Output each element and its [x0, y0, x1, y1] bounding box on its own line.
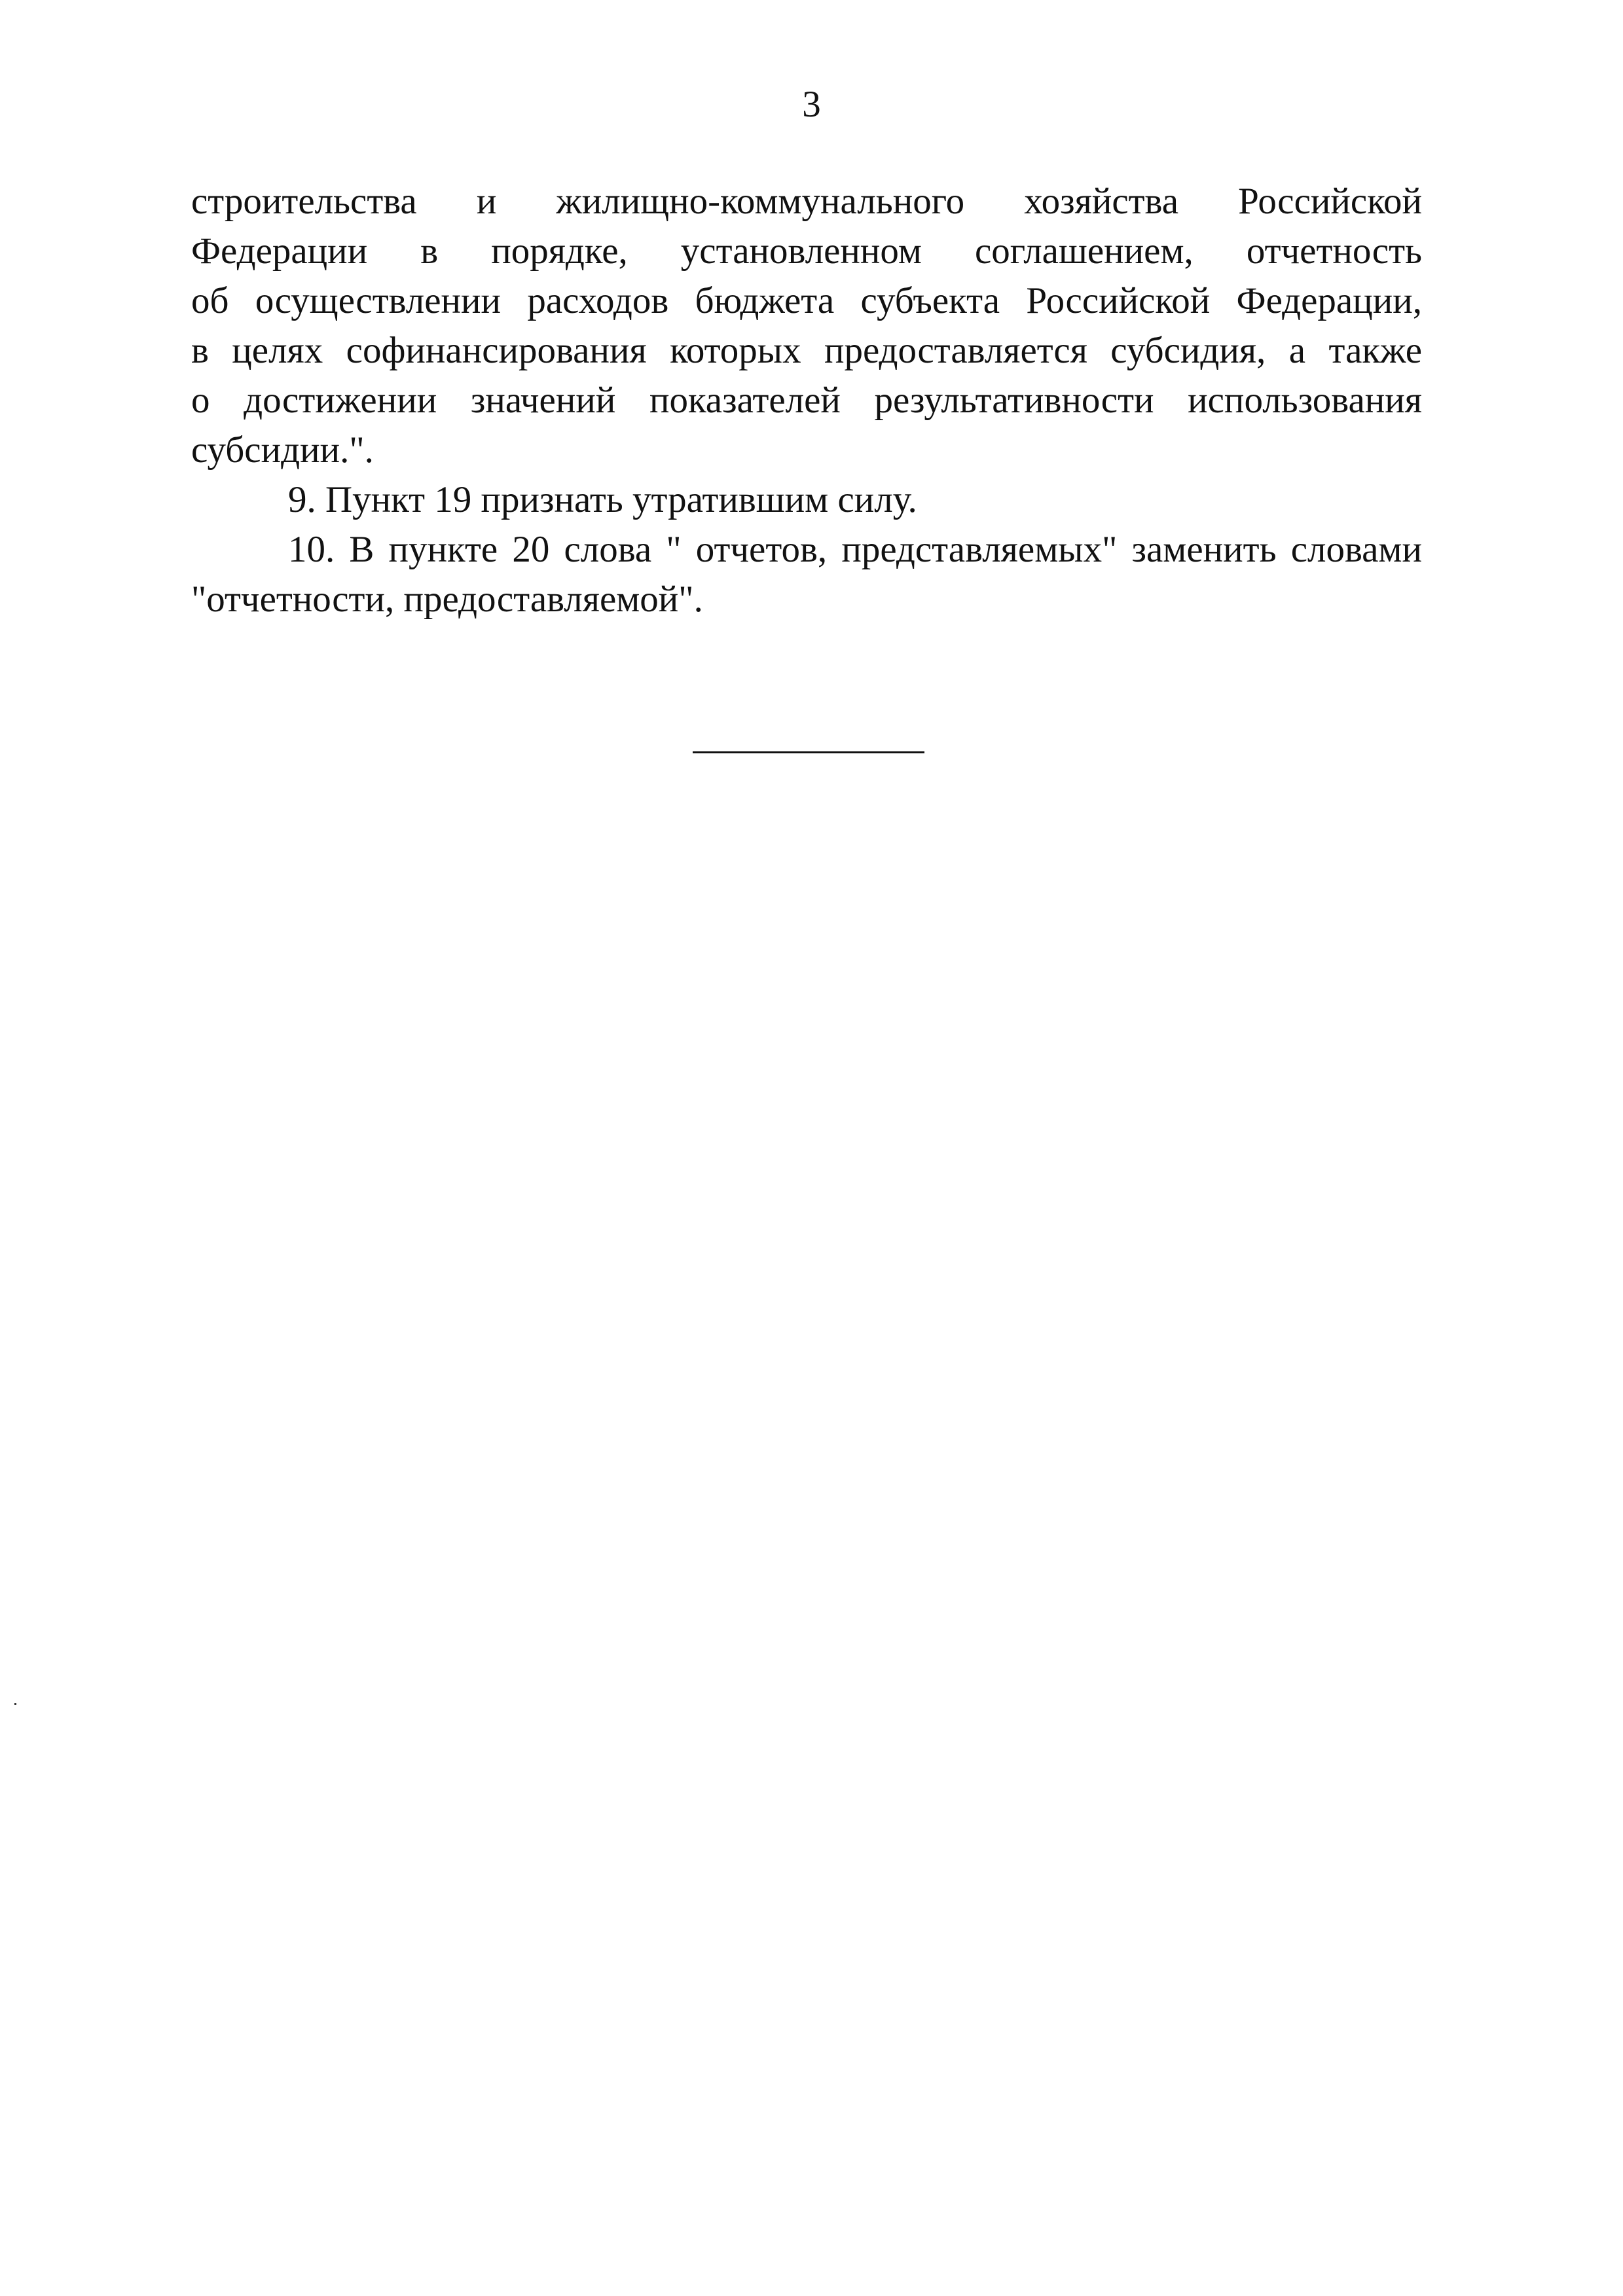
- text-line: субсидии.".: [191, 429, 374, 471]
- paragraph-item-10: [191, 525, 1422, 624]
- text-line: об осуществлении расходов бюджета субъекта Российской Федерации,: [191, 280, 1422, 321]
- text-line: о достижении значений показателей результативности использования: [191, 380, 1422, 421]
- text-line: Федерации в порядке, установленном соглашением, отчетность: [191, 230, 1422, 272]
- end-separator-line: [693, 751, 924, 753]
- scan-speck: [14, 1703, 16, 1705]
- document-body: [191, 177, 1422, 624]
- page-number: 3: [802, 84, 821, 125]
- text-line: 10. В пункте 20 слова " отчетов, представляемых" заменить словами: [288, 529, 1422, 570]
- paragraph-continuation: [191, 177, 1422, 475]
- text-line: "отчетности, предоставляемой".: [191, 579, 703, 620]
- text-line: в целях софинансирования которых предоставляется субсидия, а также: [191, 330, 1422, 371]
- paragraph-item-9: [191, 475, 1422, 525]
- text-line: строительства и жилищно-коммунального хозяйства Российской: [191, 181, 1422, 222]
- text-line: 9. Пункт 19 признать утратившим силу.: [288, 479, 917, 520]
